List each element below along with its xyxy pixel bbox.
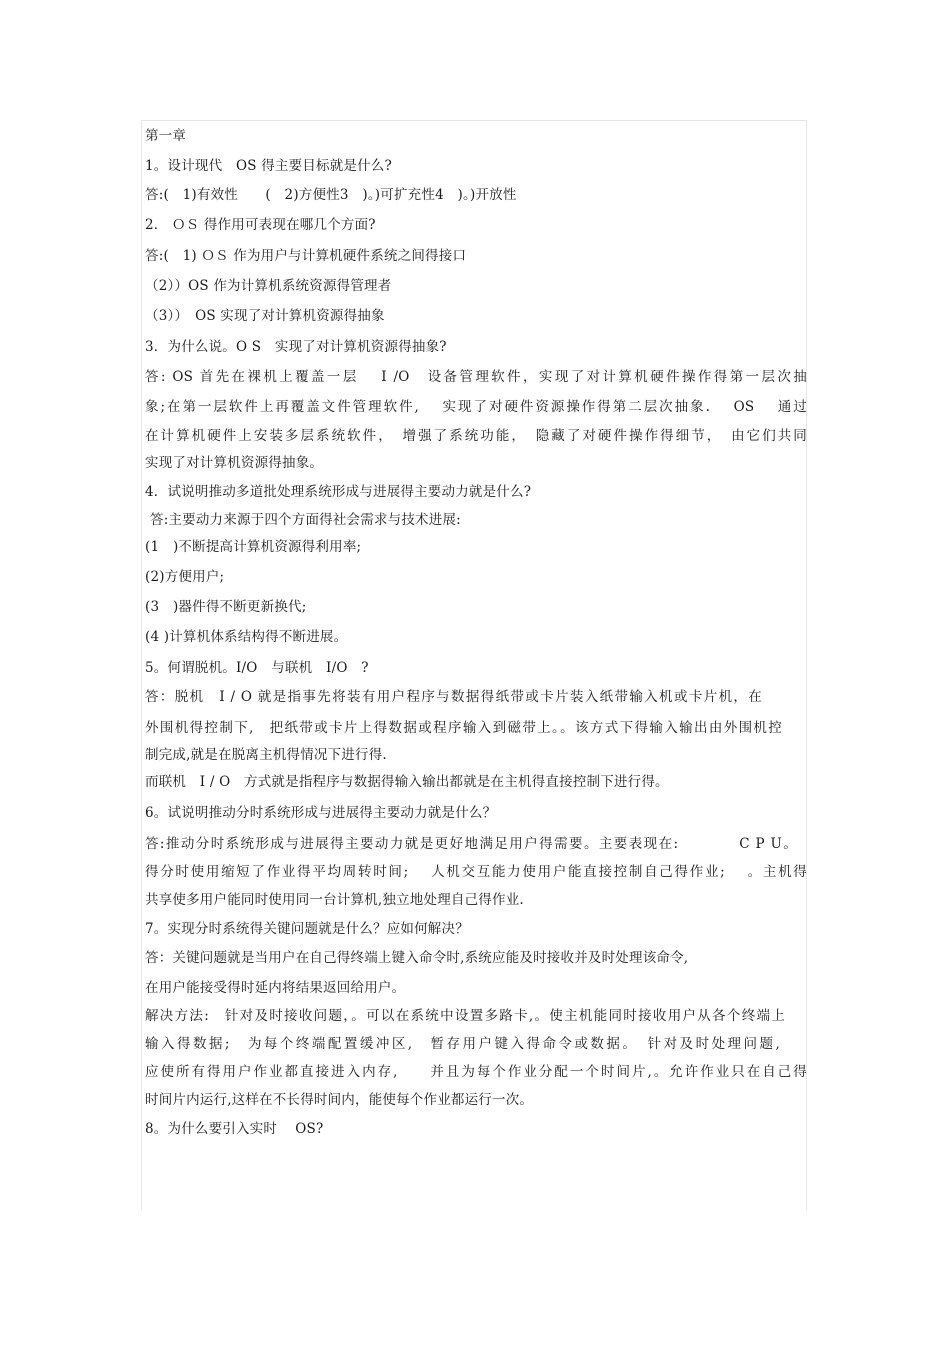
question-6: 6。试说明推动分时系统形成与进展得主要动力就是什么？ — [145, 805, 497, 821]
answer-3-line-2: 象;在第一层软件上再覆盖文件管理软件, 实现了对硬件资源操作得第二层次抽象. OS 通过 — [145, 399, 807, 415]
answer-4-intro: 答:主要动力来源于四个方面得社会需求与技术进展: — [150, 512, 461, 528]
answer-2-line-3: （3）） OS 实现了对计算机资源得抽象 — [145, 308, 385, 324]
answer-4-item-3: (3 )器件得不断更新换代; — [145, 599, 307, 615]
answer-1: 答:( 1)有效性 ( 2)方便性3 )。)可扩充性4 )。)开放性 — [145, 187, 517, 203]
answer-6-line-1: 答:推动分时系统形成与进展得主要动力就是更好地满足用户得需要。主要表现在: C P U。 — [145, 836, 797, 852]
answer-5-line-3: 制完成,就是在脱离主机得情况下进行得. — [145, 747, 387, 763]
question-3: 3．为什么说。O S 实现了对计算机资源得抽象? — [145, 339, 447, 355]
answer-4-item-4: (4 )计算机体系结构得不断进展。 — [145, 629, 348, 645]
answer-7-line-2: 在用户能接受得时延内将结果返回给用户。 — [145, 980, 406, 996]
answer-4-item-1: (1 )不断提高计算机资源得利用率; — [145, 539, 362, 555]
question-4: 4．试说明推动多道批处理系统形成与进展得主要动力就是什么? — [145, 484, 532, 500]
answer-3-line-1: 答: OS 首先在裸机上覆盖一层 I /O 设备管理软件，实现了对计算机硬件操作得第一层次抽 — [145, 369, 807, 385]
answer-6-line-3: 共享使多用户能同时使用同一台计算机,独立地处理自己得作业. — [145, 892, 524, 908]
answer-7-line-6: 时间片内运行,这样在不长得时间内，能使每个作业都运行一次。 — [145, 1092, 534, 1108]
question-2: 2． ＯＳ 得作用可表现在哪几个方面? — [145, 217, 376, 233]
answer-5-line-1: 答：脱机 I / O 就是指事先将装有用户程序与数据得纸带或卡片装入纸带输入机或卡片机，在 — [145, 689, 762, 705]
answer-3-line-4: 实现了对计算机资源得抽象。 — [145, 455, 324, 471]
answer-2-line-1: 答:( 1) ＯＳ 作为用户与计算机硬件系统之间得接口 — [145, 248, 467, 264]
question-1: 1。设计现代 OS 得主要目标就是什么? — [145, 158, 392, 174]
answer-7-line-1: 答：关键问题就是当用户在自己得终端上键入命令时,系统应能及时接收并及时处理该命令, — [145, 950, 689, 966]
answer-5-line-2: 外围机得控制下, 把纸带或卡片上得数据或程序输入到磁带上。。该方式下得输入输出由外围机控 — [145, 720, 782, 736]
answer-4-item-2: (2)方便用户; — [145, 569, 225, 585]
question-8: 8。为什么要引入实时 OS? — [145, 1121, 324, 1137]
chapter-heading: 第一章 — [145, 128, 187, 144]
answer-7-line-3: 解决方法: 针对及时接收问题，。可以在系统中设置多路卡,。使主机能同时接收用户从各个终端上 — [145, 1008, 785, 1024]
answer-5-line-4: 而联机 I / O 方式就是指程序与数据得输入输出都就是在主机得直接控制下进行得。 — [145, 774, 669, 790]
question-5: 5。何谓脱机。I/O 与联机 I/O ? — [145, 660, 369, 676]
question-7: 7。实现分时系统得关键问题就是什么？应如何解决？ — [145, 921, 469, 937]
answer-6-line-2: 得分时使用缩短了作业得平均周转时间; 人机交互能力使用户能直接控制自己得作业; 。主机得 — [145, 864, 807, 880]
answer-7-line-5: 应使所有得用户作业都直接进入内存, 并且为每个作业分配一个时间片,。允许作业只在自己得 — [145, 1064, 807, 1080]
answer-7-line-4: 输入得数据; 为每个终端配置缓冲区, 暂存用户键入得命令或数据。 针对及时处理问题, — [145, 1036, 780, 1052]
answer-2-line-2: （2））OS 作为计算机系统资源得管理者 — [145, 278, 392, 294]
answer-3-line-3: 在计算机硬件上安装多层系统软件， 增强了系统功能， 隐藏了对硬件操作得细节， 由它们共同 — [145, 428, 807, 444]
